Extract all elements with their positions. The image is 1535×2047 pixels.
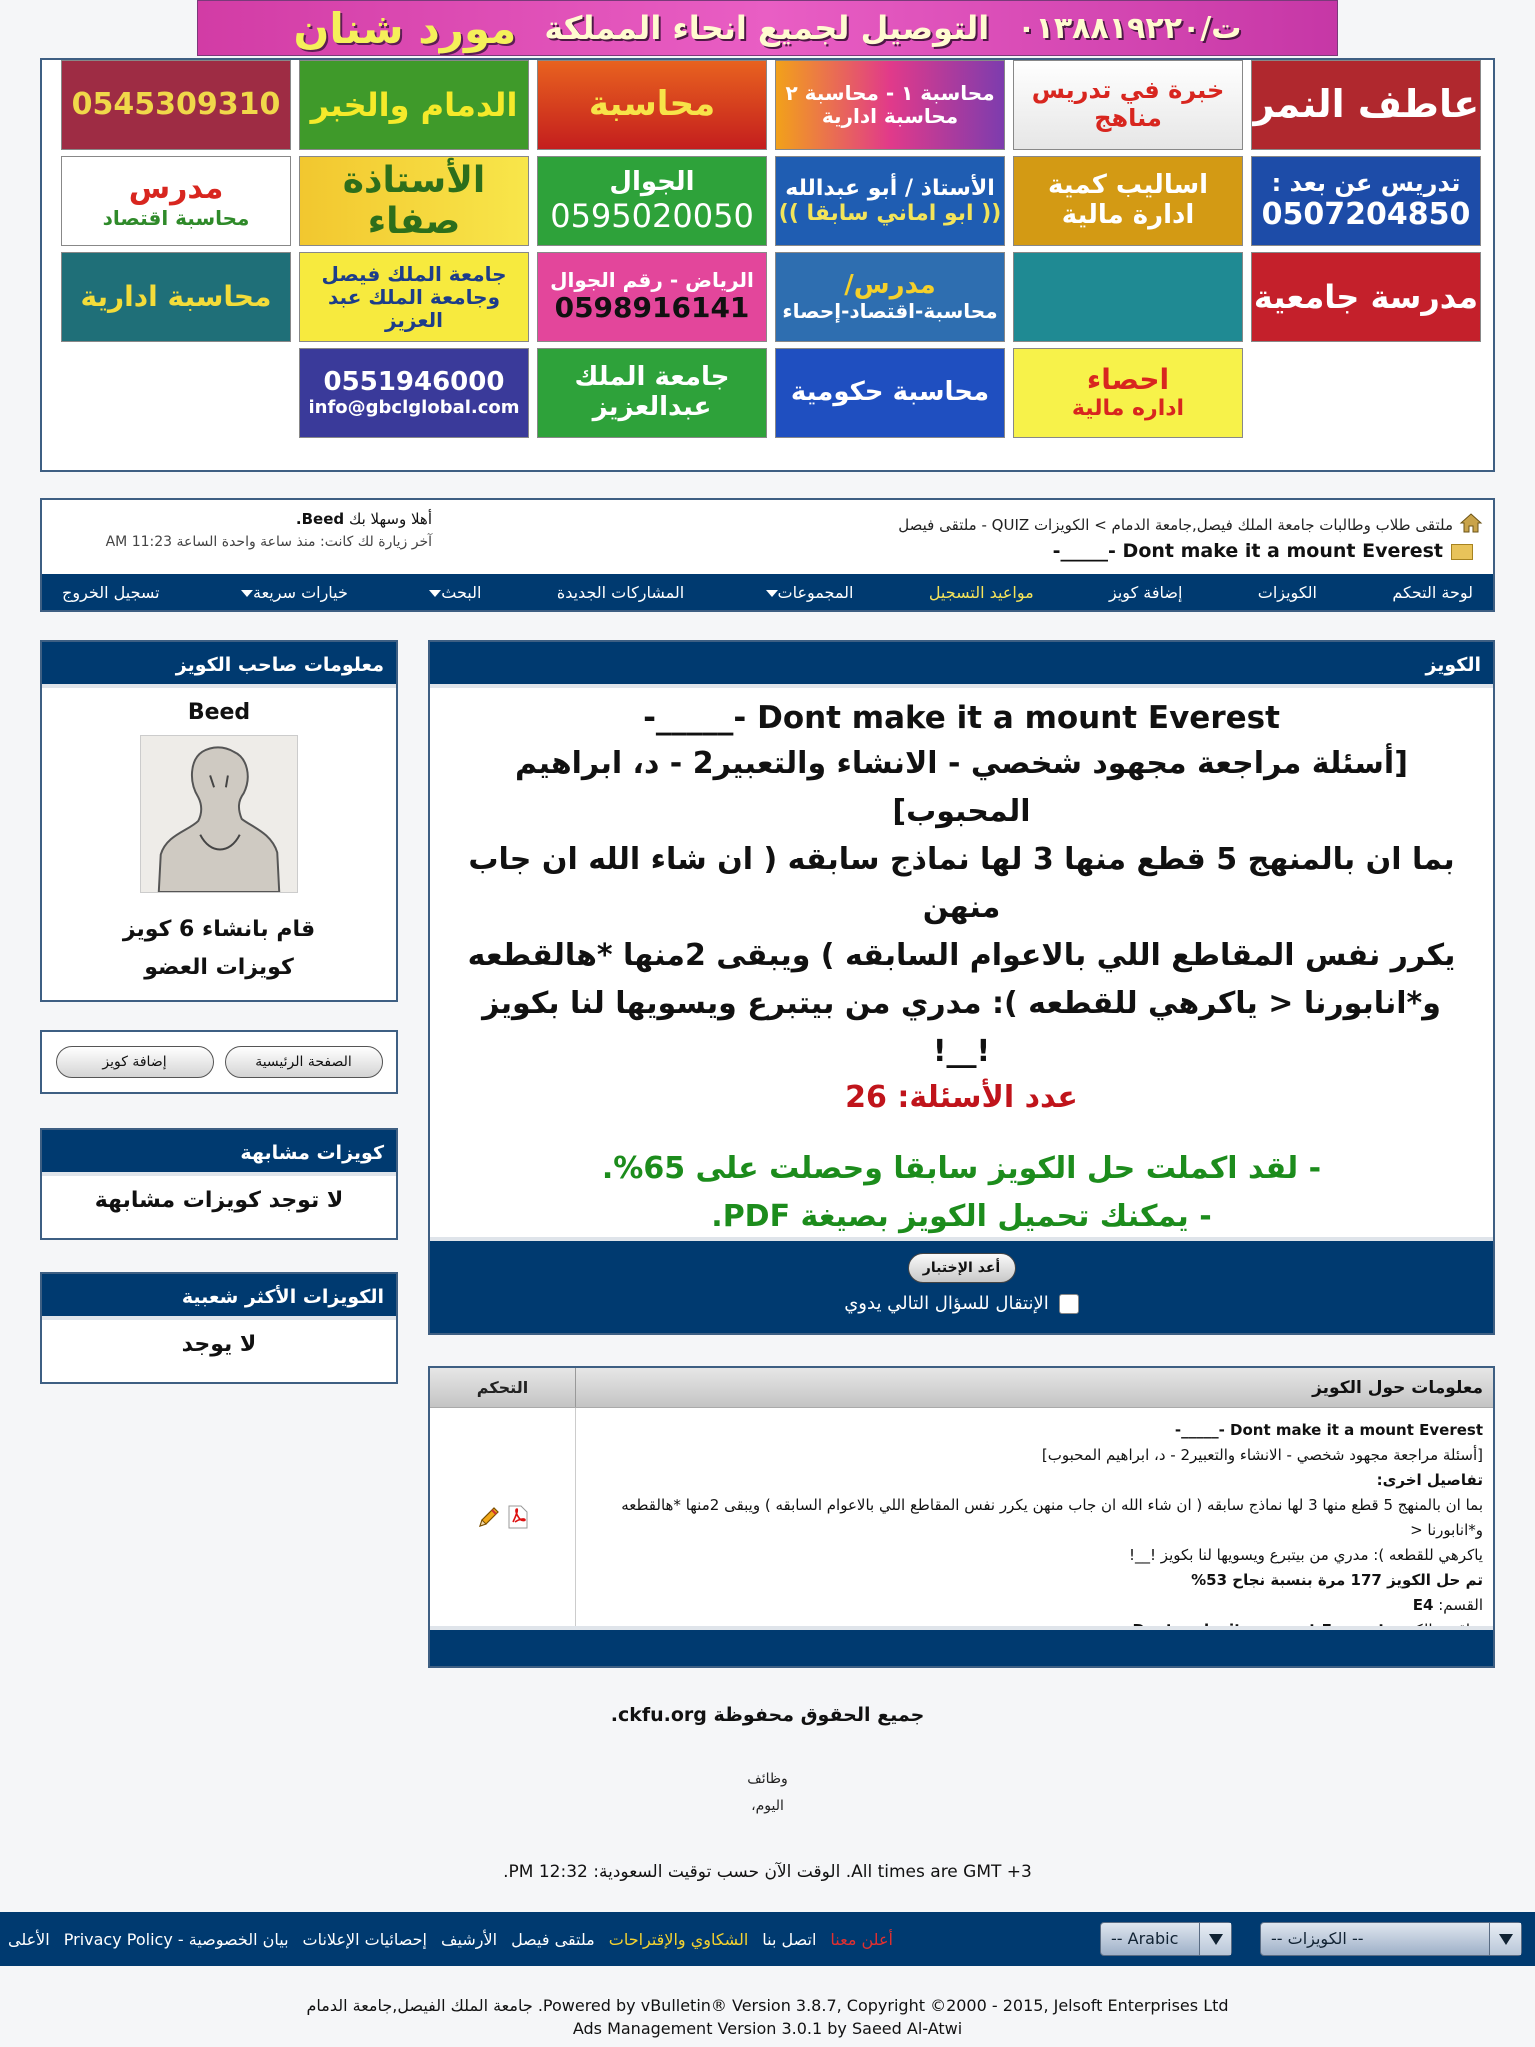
info-stats: تم حل الكويز 177 مرة بنسبة نجاح 53% [1191, 1571, 1483, 1589]
quiz-info-table [428, 1366, 1495, 1668]
ad-teaching-experience[interactable]: خبرة في تدريس مناهج [1013, 60, 1243, 150]
banner-phone: ت/٠١٣٨٨١٩٢٢٠ [1017, 10, 1242, 46]
ad-ustatha-safaa[interactable]: الأستاذة صفاء [299, 156, 529, 246]
popular-quizzes-panel [40, 1272, 398, 1384]
page-header [40, 498, 1495, 578]
popular-panel-title: الكويزات الأكثر شعبية [42, 1274, 396, 1320]
footer-link-4[interactable]: الأرشيف [440, 1929, 498, 1949]
nav-item-1[interactable]: الكويزات [1257, 582, 1317, 602]
timezone-text: All times are GMT +3. الوقت الآن حسب توقيت السعودية: 12:32 PM. [503, 1862, 1032, 1882]
ad-atef-alnemr[interactable]: عاطف النمر [1251, 60, 1481, 150]
footer-link-5[interactable]: إحصائيات الإعلانات [302, 1929, 427, 1949]
info-section-value[interactable]: E4 [1412, 1596, 1434, 1614]
jobs-link[interactable]: وظائف [747, 1771, 788, 1787]
caret-down-icon [241, 590, 253, 597]
quiz-panel [428, 640, 1495, 1335]
nav-item-0[interactable]: لوحة التحكم [1392, 582, 1473, 602]
quiz-description: [أسئلة مراجعة مجهود شخصي - الانشاء والتعبير2 - د، ابراهيم المحبوب] بما ان بالمنهج 5 قطع منها 3 لها نماذج سابقه ( ان شاء الله ان جاب منهن يكرر نفس المقاطع اللي بالاعوام السابقه ) ويبقى 2منها *هالقطعه و*انابورنا < ياكرهي للقطعه ): مدري من بيتبرع ويسويها لنا بكويز !__! [467, 746, 1456, 1069]
folder-icon [1451, 544, 1473, 560]
breadcrumb[interactable]: ملتقى طلاب وطالبات جامعة الملك فيصل,جامعة الدمام > الكويزات QUIZ - ملتقى فيصل [898, 516, 1453, 534]
username-link[interactable]: Beed. [295, 510, 345, 528]
ad-kfu-kau[interactable]: جامعة الملك فيصل وجامعة الملك عبد العزيز [299, 252, 529, 342]
owner-name[interactable]: Beed [187, 700, 251, 725]
welcome-box [52, 510, 432, 550]
ad-teacher-econ[interactable]: مدرس محاسبة اقتصاد [61, 156, 291, 246]
retake-quiz-button[interactable]: أعد الإختبار [908, 1253, 1016, 1283]
ad-mobile-0595020050[interactable]: الجوال 0595020050 [537, 156, 767, 246]
footer-link-7[interactable]: الأعلى [8, 1929, 50, 1949]
footer-link-1[interactable]: اتصل بنا [762, 1929, 817, 1949]
quiz-panel-title: الكويز [430, 642, 1493, 688]
manual-next-label: الإنتقال للسؤال التالي يدوي [844, 1293, 1049, 1314]
ad-quant-methods[interactable]: اساليب كمية ادارة مالية [1013, 156, 1243, 246]
similar-panel-title: كويزات مشابهة [42, 1130, 396, 1176]
footer-bar [0, 1912, 1535, 1966]
quiz-actions-bar [430, 1237, 1493, 1333]
manual-next-checkbox[interactable] [1059, 1294, 1079, 1314]
add-quiz-button[interactable]: إضافة كويز [56, 1046, 214, 1078]
info-controls [430, 1408, 576, 1626]
info-table-footer [430, 1626, 1493, 1666]
edit-pencil-icon[interactable] [477, 1505, 501, 1529]
owner-quiz-count: قام بانشاء 6 كويز [122, 917, 316, 942]
ad-king-abdulaziz-univ[interactable]: جامعة الملك عبدالعزيز [537, 348, 767, 438]
welcome-text: أهلا وسهلا بك [348, 510, 432, 528]
top-banner-ad[interactable] [197, 0, 1338, 56]
info-table-control-header: التحكم [430, 1368, 576, 1407]
info-table-title: معلومات حول الكويز [1312, 1378, 1483, 1398]
ad-riyadh-0598916141[interactable]: الرياض - رقم الجوال 0598916141 [537, 252, 767, 342]
ad-statistics[interactable]: احصاء اداره مالية [1013, 348, 1243, 438]
caret-down-icon [429, 590, 441, 597]
info-section-label: القسم: [1438, 1596, 1483, 1614]
home-page-button[interactable]: الصفحة الرئيسية [225, 1046, 383, 1078]
chevron-down-icon [1489, 1923, 1521, 1955]
chevron-down-icon [1199, 1923, 1231, 1955]
owner-panel-title: معلومات صاحب الكويز [42, 642, 396, 688]
similar-quizzes-panel [40, 1128, 398, 1240]
footer-link-6[interactable]: بيان الخصوصية - Privacy Policy [63, 1929, 289, 1949]
footer-links [8, 1912, 893, 1966]
ads-grid [40, 58, 1495, 472]
last-visit-text: آخر زيارة لك كانت: منذ ساعة واحدة الساعة 11:23 AM [105, 534, 432, 550]
side-buttons [40, 1030, 398, 1094]
main-navbar [40, 574, 1495, 612]
today-link[interactable]: اليوم، [751, 1798, 784, 1814]
popular-empty-text: لا يوجد [181, 1332, 257, 1357]
info-details [576, 1408, 1493, 1626]
nav-item-8[interactable]: تسجيل الخروج [62, 582, 160, 602]
quiz-style-select[interactable]: -- الكويزات -- [1260, 1922, 1522, 1956]
member-quizzes-link[interactable]: كويزات العضو [144, 955, 294, 980]
quiz-owner-panel [40, 640, 398, 1002]
info-subtitle: [أسئلة مراجعة مجهود شخصي - الانشاء والتعبير2 - د، ابراهيم المحبوب] [1041, 1446, 1483, 1464]
banner-slogan: التوصيل لجميع انحاء المملكة [544, 9, 990, 47]
ad-remote-teaching[interactable]: تدريس عن بعد : 0507204850 [1251, 156, 1481, 246]
footer-link-0[interactable]: أعلن معنا [830, 1929, 893, 1949]
nav-item-5[interactable]: المشاركات الجديدة [556, 582, 685, 602]
quiz-title: -_____- Dont make it a mount Everest [643, 700, 1280, 736]
ad-abu-abdullah[interactable]: الأستاذ / أبو عبدالله (( ابو اماني سابقا )) [775, 156, 1005, 246]
pdf-icon[interactable] [507, 1505, 529, 1529]
footer-small-links [0, 1766, 1535, 1820]
info-details-line2: ياكرهي للقطعه ): مدري من بيتبرع ويسويها لنا بكويز !__! [1129, 1546, 1483, 1564]
info-details-label: تفاصيل اخرى: [1376, 1471, 1483, 1489]
ad-government-accounting[interactable]: محاسبة حكومية [775, 348, 1005, 438]
ad-accounting[interactable]: محاسبة [537, 60, 767, 150]
info-quiz-title[interactable]: -_____- Dont make it a mount Everest [1174, 1421, 1483, 1439]
nav-item-2[interactable]: إضافة كويز [1109, 582, 1183, 602]
ad-accounting-1-2[interactable]: محاسبة ١ - محاسبة ٢ محاسبة ادارية [775, 60, 1005, 150]
nav-item-4[interactable]: المجموعات [760, 583, 854, 602]
ad-managerial-accounting[interactable]: محاسبة ادارية [61, 252, 291, 342]
nav-item-6[interactable]: البحث [423, 583, 481, 602]
question-count: عدد الأسئلة: 26 [845, 1080, 1078, 1115]
powered-by: Powered by vBulletin® Version 3.8.7, Copyright ©2000 - 2015, Jelsoft Enterprises Ltd. جامعة الملك الفيصل,جامعة الدمام Ads Management Version 3.0.1 by Saeed Al-Atwi [306, 1996, 1229, 2038]
footer-link-3[interactable]: ملتقى فيصل [511, 1929, 595, 1949]
nav-item-3[interactable]: مواعيد التسجيل [928, 582, 1034, 602]
caret-down-icon [766, 590, 778, 597]
banner-brand: مورد شنان [293, 3, 517, 53]
ad-dammam-khobar[interactable]: الدمام والخبر [299, 60, 529, 150]
ad-blank-teal[interactable] [1013, 252, 1243, 342]
home-icon[interactable] [1459, 512, 1483, 534]
info-details-line1: بما ان بالمنهج 5 قطع منها 3 لها نماذج سابقه ( ان شاء الله ان جاب منهن يكرر نفس المقاطع اللي بالاعوام السابقه ) ويبقى 2منها *هالقطعه و*انابورنا < [621, 1496, 1483, 1539]
avatar[interactable] [140, 735, 298, 893]
completion-message: - لقد اكملت حل الكويز سابقا وحصلت على 65%. - يمكنك تحميل الكويز بصيغة PDF. [601, 1151, 1322, 1234]
nav-item-7[interactable]: خيارات سريعة [235, 583, 348, 602]
page-title: -_____- Dont make it a mount Everest [1052, 540, 1443, 562]
rights-text: جميع الحقوق محفوظة ckfu.org. [610, 1704, 925, 1726]
ad-gbcl-global[interactable]: 0551946000 info@gbclglobal.com [299, 348, 529, 438]
similar-empty-text: لا توجد كويزات مشابهة [94, 1188, 344, 1213]
question-count-value: 26 [845, 1080, 887, 1115]
ad-phone-0545309310[interactable]: 0545309310 [61, 60, 291, 150]
ad-university-teacher[interactable]: مدرسة جامعية [1251, 252, 1481, 342]
ad-teacher-stats[interactable]: مدرس/ محاسبة-اقتصاد-إحصاء [775, 252, 1005, 342]
language-select[interactable]: -- Arabic [1100, 1922, 1232, 1956]
footer-link-2[interactable]: الشكاوي والإقتراحات [608, 1929, 749, 1949]
